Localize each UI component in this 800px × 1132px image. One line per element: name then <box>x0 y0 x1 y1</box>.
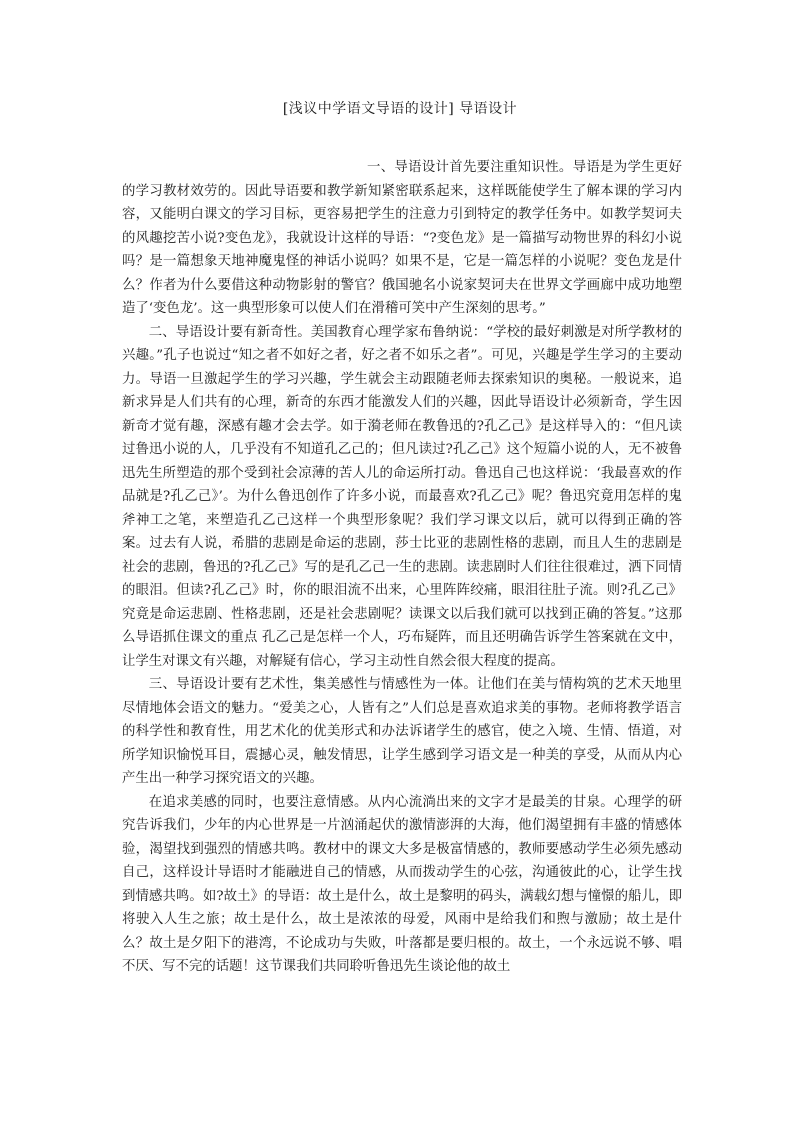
paragraph-artistry: 三、导语设计要有艺术性，集美感性与情感性为一体。让他们在美与情构筑的艺术天地里尽情地体会语文的魅力。“爱美之心，人皆有之”人们总是喜欢追求美的事物。老师将教学语言的科学性和教育性，用艺术化的优美形式和办法诉诸学生的感官，使之入境、生情、悟道，对所学知识愉悦耳目，震撼心灵，触发情思，让学生感到学习语文是一种美的享受，从而从内心产生出一种学习探究语文的兴趣。 <box>122 677 682 786</box>
paragraph-knowledge: 一、导语设计首先要注重知识性。导语是为学生更好的学习教材效劳的。因此导语要和教学新知紧密联系起来，这样既能使学生了解本课的学习内容，又能明白课文的学习目标，更容易把学生的注意力引到特定的教学任务中。如教学契诃夫的风趣挖苦小说?变色龙》，我就设计这样的导语：“?变色龙》是一篇描写动物世界的科幻小说吗？是一篇想象天地神魔鬼怪的神话小说吗？如果不是，它是一篇怎样的小说呢？变色龙是什么？作者为什么要借这种动物影射的警官？俄国驰名小说家契诃夫在世界文学画廊中成功地塑造了‘变色龙’。这一典型形象可以使人们在滑稽可笑中产生深刻的思考。” <box>122 160 682 316</box>
document-body <box>122 156 682 979</box>
paragraph-novelty: 二、导语设计要有新奇性。美国教育心理学家布鲁纳说：“学校的最好刺激是对所学教材的兴趣。”孔子也说过“知之者不如好之者，好之者不如乐之者”。可见，兴趣是学生学习的主要动力。导语一旦激起学生的学习兴趣，学生就会主动跟随老师去探索知识的奥秘。一般说来，追新求异是人们共有的心理，新奇的东西才能激发人们的兴趣，因此导语设计必须新奇，学生因新奇才觉有趣，深感有趣才会去学。如于漪老师在教鲁迅的?孔乙己》是这样导入的：“但凡读过鲁迅小说的人，几乎没有不知道孔乙己的；但凡读过?孔乙己》这个短篇小说的人，无不被鲁迅先生所塑造的那个受到社会凉薄的苦人儿的命运所打动。鲁迅自己也这样说：‘我最喜欢的作品就是?孔乙己》’。为什么鲁迅创作了许多小说，而最喜欢?孔乙己》呢？鲁迅究竟用怎样的鬼斧神工之笔，来塑造孔乙己这样一个典型形象呢？我们学习课文以后，就可以得到正确的答案。过去有人说，希腊的悲剧是命运的悲剧，莎士比亚的悲剧性格的悲剧，而且人生的悲剧是社会的悲剧，鲁迅的?孔乙己》写的是孔乙己一生的悲剧。读悲剧时人们往往很难过，洒下同情的眼泪。但读?孔乙己》时，你的眼泪流不出来，心里阵阵绞痛，眼泪往肚子流。则?孔乙己》究竟是命运悲剧、性格悲剧，还是社会悲剧呢？读课文以后我们就可以找到正确的答复。”这那么导语抓住课文的重点 孔乙己是怎样一个人，巧布疑阵，而且还明确告诉学生答案就在文中，让学生对课文有兴趣，对解疑有信心，学习主动性自然会很大程度的提高。 <box>122 324 682 669</box>
document-title: [浅议中学语文导语的设计] 导语设计 <box>282 101 518 117</box>
paragraph-emotion: 在追求美感的同时，也要注意情感。从内心流淌出来的文字才是最美的甘泉。心理学的研究告诉我们，少年的内心世界是一片汹涌起伏的激情澎湃的大海，他们渴望拥有丰盛的情感体验，渴望找到强烈的情感共鸣。教材中的课文大多是极富情感的，教师要感动学生必须先感动自己，这样设计导语时才能融进自己的情感，从而拨动学生的心弦，沟通彼此的心，让学生找到情感共鸣。如?故土》的导语：故土是什么，故土是黎明的码头，满载幻想与憧憬的船儿，即将驶入人生之旅；故土是什么，故土是浓浓的母爱，风雨中是给我们和煦与激励；故土是什么？故土是夕阳下的港湾，不论成功与失败，叶落都是要归根的。故土，一个永远说不够、唱不厌、写不完的话题！这节课我们共同聆听鲁迅先生谈论他的故土 <box>122 794 682 974</box>
